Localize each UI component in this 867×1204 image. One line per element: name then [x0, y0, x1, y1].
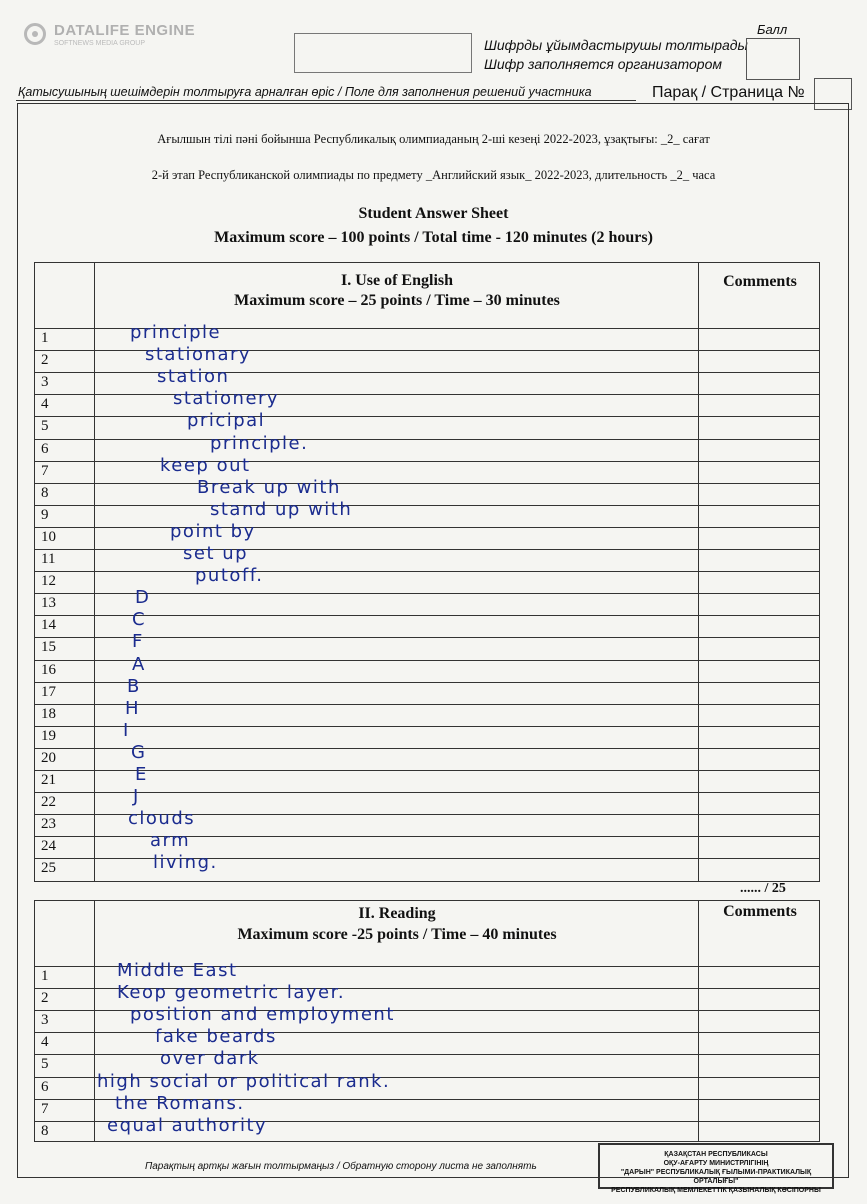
- row-divider: [35, 439, 819, 440]
- row-number: 18: [41, 705, 56, 722]
- sheet-title: Student Answer Sheet: [358, 205, 509, 222]
- handwritten-answer: clouds: [128, 808, 196, 830]
- field-label: Қатысушының шешімдерін толтыруға арналған өріс / Поле для заполнения решений участника: [18, 85, 592, 99]
- row-divider: [35, 571, 819, 572]
- row-divider: [35, 1054, 819, 1055]
- row-number: 24: [41, 838, 56, 855]
- olympiad-line-kz: Ағылшын тілі пәні бойынша Республикалық олимпиаданың 2-ші кезеңі 2022-2023, ұзақтығы: _2_ сағат: [157, 132, 710, 146]
- row-number: 25: [41, 860, 56, 877]
- row-divider: [35, 792, 819, 793]
- row-number: 13: [41, 595, 56, 612]
- row-number: 11: [41, 551, 56, 567]
- row-number: 9: [41, 506, 49, 523]
- use-of-english-table: [34, 262, 820, 882]
- handwritten-answer: putoff.: [195, 565, 264, 587]
- row-number: 12: [41, 573, 56, 590]
- row-divider: [35, 461, 819, 462]
- handwritten-answer: principle: [130, 322, 222, 343]
- logo-name: DATALIFE ENGINE: [54, 22, 196, 39]
- section1-subtotal: ...... / 25: [740, 881, 786, 896]
- handwritten-answer: arm: [150, 830, 191, 852]
- handwritten-answer: high social or political rank.: [97, 1070, 391, 1092]
- handwritten-answer: position and employment: [130, 1004, 395, 1026]
- handwritten-answer: Middle East: [117, 960, 238, 981]
- row-number: 2: [41, 352, 49, 369]
- row-number: 23: [41, 816, 56, 833]
- row-divider: [35, 637, 819, 638]
- row-number: 5: [41, 418, 49, 435]
- row-number: 17: [41, 683, 56, 700]
- row-number: 4: [41, 396, 49, 413]
- row-number: 6: [41, 440, 49, 457]
- row-number: 16: [41, 661, 56, 678]
- olympiad-line-ru: 2-й этап Республиканской олимпиады по предмету _Английский язык_ 2022-2023, длительность _2_ часа: [151, 168, 716, 182]
- row-number: 20: [41, 749, 56, 766]
- score-box: [746, 38, 800, 80]
- row-number: 10: [41, 528, 56, 545]
- score-label: Балл: [757, 22, 788, 37]
- cipher-box: [294, 33, 472, 73]
- stamp-line: РЕСПУБЛИКАЛЫҚ МЕМЛЕКЕТТІК ҚАЗЫНАЛЫҚ КӘСІПОРНЫ: [611, 1187, 821, 1194]
- row-divider: [35, 505, 819, 506]
- handwritten-answer: equal authority: [107, 1114, 268, 1136]
- row-divider: [35, 726, 819, 727]
- sheet-subtitle: Maximum score – 100 points / Total time - 120 minutes (2 hours): [214, 229, 653, 246]
- handwritten-answer: pricipal: [187, 410, 266, 432]
- row-number: 21: [41, 772, 56, 788]
- row-number: 8: [41, 484, 49, 501]
- logo-icon: [24, 23, 46, 45]
- row-number: 22: [41, 794, 56, 811]
- stamp-line: ОҚУ-АҒАРТУ МИНИСТРЛІГІНІҢ: [663, 1160, 769, 1167]
- row-divider: [35, 748, 819, 749]
- row-divider: [35, 394, 819, 395]
- row-number: 1: [41, 968, 49, 984]
- handwritten-answer: A: [132, 653, 146, 675]
- handwritten-answer: principle.: [210, 432, 309, 454]
- handwritten-answer: the Romans.: [115, 1092, 245, 1114]
- section-title: II. Reading: [358, 905, 436, 922]
- handwritten-answer: fake beards: [155, 1026, 277, 1048]
- row-divider: [35, 660, 819, 661]
- watermark-logo: [22, 20, 222, 54]
- row-number: 7: [41, 462, 49, 479]
- handwritten-answer: point by: [170, 520, 256, 542]
- row-number: 6: [41, 1078, 49, 1095]
- handwritten-answer: stationary: [145, 344, 252, 366]
- section-subtitle: Maximum score – 25 points / Time – 30 minutes: [234, 292, 560, 309]
- handwritten-answer: G: [131, 741, 147, 763]
- row-number: 15: [41, 639, 56, 656]
- page-label: Парақ / Страница №: [652, 84, 805, 101]
- row-divider: [35, 416, 819, 417]
- row-divider: [35, 549, 819, 550]
- handwritten-answer: stationery: [173, 388, 280, 410]
- field-underline: [16, 100, 636, 101]
- reading-table: [34, 900, 820, 1142]
- row-number: 1: [41, 330, 49, 346]
- stamp-line: ҚАЗАҚСТАН РЕСПУБЛИКАСЫ: [664, 1151, 768, 1158]
- handwritten-answer: Keop geometric layer.: [117, 982, 346, 1004]
- row-divider: [35, 682, 819, 683]
- handwritten-answer: H: [125, 697, 141, 719]
- handwritten-answer: keep out: [160, 454, 251, 476]
- handwritten-answer: D: [135, 587, 151, 609]
- handwritten-answer: C: [132, 609, 147, 631]
- footer-note: Парақтың артқы жағын толтырмаңыз / Обратную сторону листа не заполнять: [145, 1161, 537, 1172]
- handwritten-answer: living.: [153, 852, 218, 874]
- handwritten-answer: set up: [183, 543, 249, 564]
- handwritten-answer: J: [133, 786, 140, 808]
- row-number: 19: [41, 727, 56, 744]
- row-divider: [35, 704, 819, 705]
- row-divider: [35, 593, 819, 594]
- organizer-note-ru: Шифр заполняется организатором: [484, 56, 722, 72]
- row-divider: [35, 372, 819, 373]
- row-divider: [35, 527, 819, 528]
- row-number: 3: [41, 374, 49, 391]
- row-number: 4: [41, 1034, 49, 1051]
- row-number: 5: [41, 1056, 49, 1073]
- organizer-note-kz: Шифрды ұйымдастырушы толтырады: [484, 37, 748, 53]
- handwritten-answer: F: [132, 631, 144, 653]
- row-divider: [35, 483, 819, 484]
- logo-tagline: SOFTNEWS MEDIA GROUP: [54, 40, 146, 47]
- comments-header: Comments: [723, 903, 797, 920]
- row-number: 14: [41, 617, 56, 634]
- handwritten-answer: I: [123, 719, 130, 741]
- row-divider: [35, 770, 819, 771]
- row-number: 8: [41, 1122, 49, 1139]
- comments-header: Comments: [723, 273, 797, 290]
- handwritten-answer: B: [127, 675, 141, 697]
- row-divider: [35, 615, 819, 616]
- official-stamp: [598, 1143, 834, 1194]
- handwritten-answer: E: [135, 764, 148, 785]
- row-divider: [35, 1032, 819, 1033]
- section-subtitle: Maximum score -25 points / Time – 40 minutes: [237, 926, 557, 943]
- handwritten-answer: Break up with: [197, 476, 341, 498]
- handwritten-answer: stand up with: [210, 498, 353, 520]
- stamp-line: "ДАРЫН" РЕСПУБЛИКАЛЫҚ ҒЫЛЫМИ-ПРАКТИКАЛЫҚ ОРТАЛЫҒЫ": [620, 1169, 812, 1185]
- handwritten-answer: station: [157, 366, 230, 388]
- row-number: 2: [41, 990, 49, 1007]
- row-number: 7: [41, 1100, 49, 1117]
- section-title: I. Use of English: [340, 272, 454, 289]
- handwritten-answer: over dark: [160, 1048, 260, 1070]
- row-number: 3: [41, 1012, 49, 1029]
